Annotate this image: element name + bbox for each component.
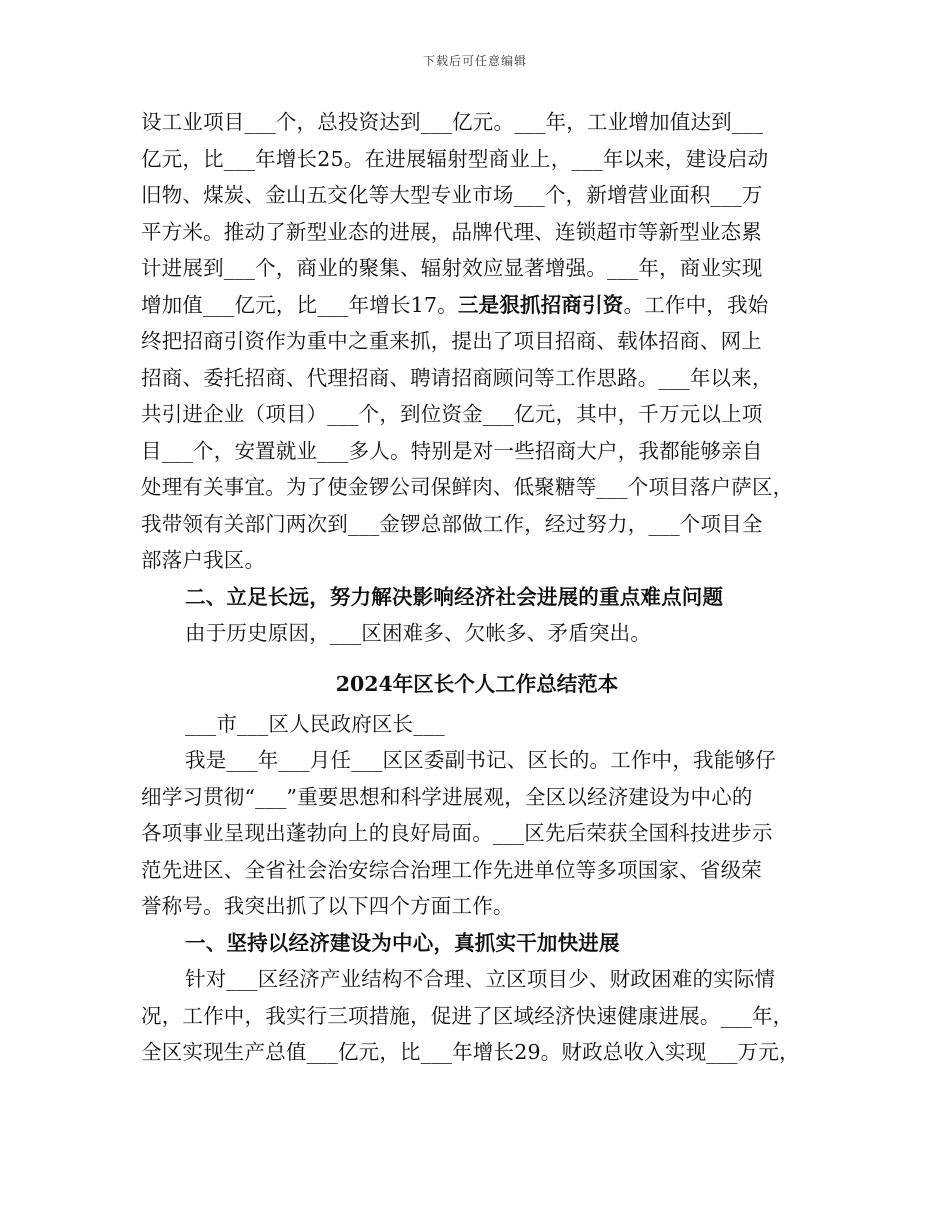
paragraph-line: 共引进企业（项目）___个，到位资金___亿元，其中，千万元以上项 [141,402,763,426]
line-text: 增加值___亿元，比___年增长17。 [141,292,458,317]
paragraph-line [141,287,813,324]
inline-bold-heading: 三是狠抓招商引资 [457,292,624,317]
paragraph-line: 终把招商引资作为重中之重来抓，提出了项目招商、载体招商、网上 [141,329,762,353]
line-text: 。工作中，我始 [623,292,769,317]
paragraph-line: 誉称号。我突出抓了以下四个方面工作。 [141,894,514,918]
paragraph-line: 招商、委托招商、代理招商、聘请招商顾问等工作思路。___年以来， [141,365,773,390]
paragraph-line: 亿元，比___年增长25。在进展辐射型商业上，___年以来，建设启动 [141,146,769,171]
paragraph-line: 况，工作中，我实行三项措施，促进了区域经济快速健康进展。___年， [141,1003,794,1028]
paragraph-line: 范先进区、全省社会治安综合治理工作先进单位等多项国家、省级荣 [141,857,762,882]
paragraph-line: 部落户我区。 [141,548,266,572]
page-header-note: 下载后可任意编辑 [422,54,527,68]
document-body [141,104,813,1071]
section-heading: 一、坚持以经济建设为中心，真抓实干加快进展 [185,930,620,955]
paragraph-line: 设工业项目___个，总投资达到___亿元。___年，工业增加值达到___ [141,110,764,134]
byline: ___市___区人民政府区长___ [185,711,445,736]
paragraph-line: 细学习贯彻“___”重要思想和科学进展观，全区以经济建设为中心的 [141,784,753,809]
paragraph-line: 各项事业呈现出蓬勃向上的良好局面。___区先后荣获全国科技进步示 [141,821,773,845]
paragraph-line: 目___个，安置就业___多人。特别是对一些招商大户，我都能够亲自 [141,438,763,463]
paragraph-line: 我带领有关部门两次到___金锣总部做工作，经过努力，___个项目全 [141,511,763,536]
paragraph-line: 针对___区经济产业结构不合理、立区项目少、财政困难的实际情 [185,967,776,991]
section-heading: 二、立足长远，努力解决影响经济社会进展的重点难点问题 [185,584,724,609]
paragraph-line: 我是___年___月任___区区委副书记、区长的。工作中，我能够仔 [185,748,776,772]
paragraph-line: 计进展到___个，商业的聚集、辐射效应显著增强。___年，商业实现 [141,256,763,280]
document-title: 2024年区长个人工作总结范本 [335,671,619,696]
paragraph-line: 处理有关事宜。为了使金锣公司保鲜肉、低聚糖等___个项目落户萨区， [141,475,794,499]
paragraph-line: 平方米。推动了新型业态的进展，品牌代理、连锁超市等新型业态累 [141,219,762,244]
paragraph-line: 由于历史原因，___区困难多、欠帐多、矛盾突出。 [185,621,652,645]
paragraph-line: 全区实现生产总值___亿元，比___年增长29。财政总收入实现___万元， [141,1040,800,1064]
paragraph-line: 旧物、煤炭、金山五交化等大型专业市场___个，新增营业面积___万 [141,183,763,207]
